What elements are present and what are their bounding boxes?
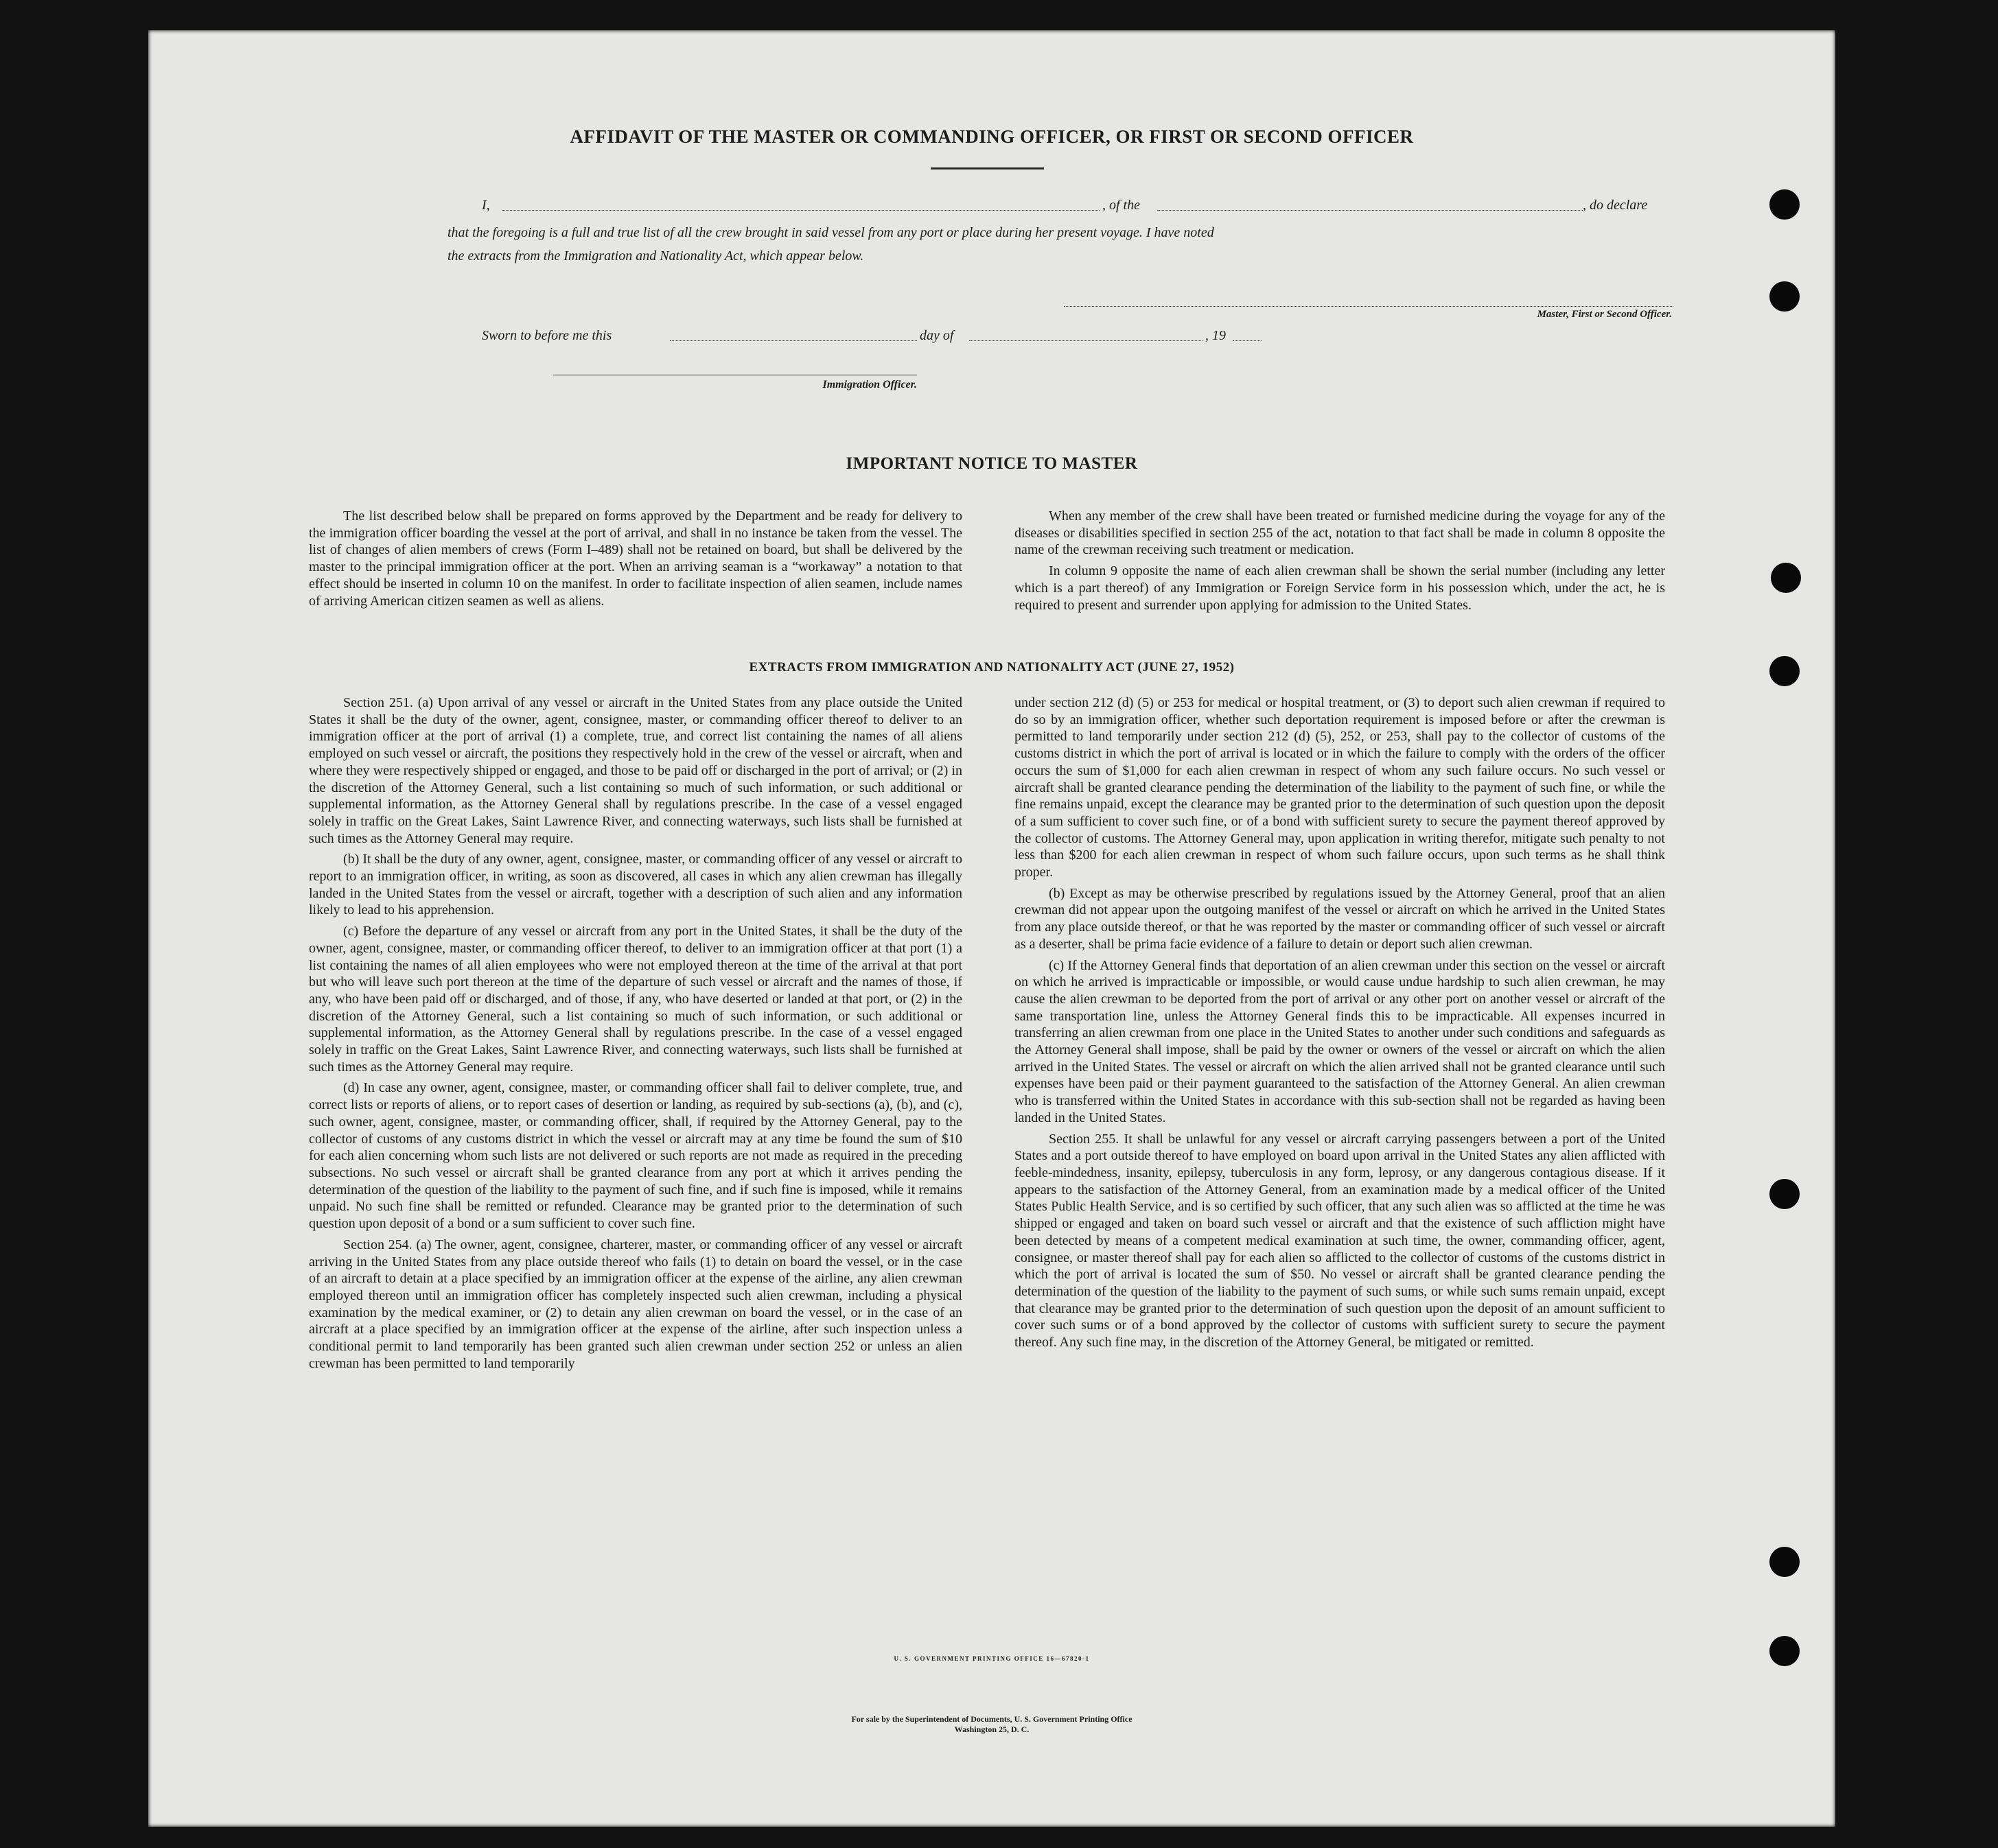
notice-right-paragraph-1: When any member of the crew shall have been treated or furnished medicine during the voyage for any of the diseases or disabilities specified in section 255 of the act, notation to that fact shall be made in column 8 opposite the name of the crewman receiving such treatment or medication. <box>1014 508 1665 558</box>
do-declare-label: , do declare <box>1583 198 1648 213</box>
master-signature-field[interactable] <box>1064 306 1673 307</box>
master-signature-label: Master, First or Second Officer. <box>1537 309 1672 320</box>
punch-hole <box>1769 281 1800 312</box>
section-254-a-continued: under section 212 (d) (5) or 253 for medical or hospital treatment, or (3) to deport such alien crewman if required to do so by an immigration officer, whether such deportation requirement is imposed before or after the crewman is permitted to land temporarily under section 212 (d) (5), 252, or 253, shall pay to the collector of customs of the customs district in which the port of arrival is located or in which the failure to comply with the orders of the officer occurs the sum of $1,000 for each alien crewman in respect of whom any such failure occurs. No such vessel or aircraft shall be granted clearance pending the determination of the liability to the payment of such fine, or while the fine remains unpaid, except the clearance may be granted prior to the determination of such question upon the deposit of a sum sufficient to cover such fine, or of a bond with sufficient surety to secure the payment thereof approved by the collector of customs. The Attorney General may, upon application in writing therefor, mitigate such penalty to not less than $200 for each alien crewman in respect of whom such failure occurs, upon such terms as he shall think proper. <box>1014 695 1665 880</box>
punch-hole <box>1771 563 1801 593</box>
punch-hole <box>1769 189 1800 220</box>
notice-right-paragraph-2: In column 9 opposite the name of each alien crewman shall be shown the serial number (including any letter which is a part thereof) of any Immigration or Foreign Service form in his possession which, under the act, he is required to present and surrender upon applying for admission to the United States. <box>1014 563 1665 613</box>
punch-hole <box>1769 1179 1800 1209</box>
notice-title: IMPORTANT NOTICE TO MASTER <box>846 454 1138 473</box>
section-251-b: (b) It shall be the duty of any owner, agent, consignee, master, or commanding officer of any vessel or aircraft to report to an immigration officer, in writing, as soon as discovered, all cases in which any alien crewman has illegally landed in the United States from the vessel or aircraft, together with a description of such alien and any information likely to lead to his apprehension. <box>309 852 962 918</box>
day-of-label: day of <box>920 328 954 343</box>
year-field[interactable] <box>1233 340 1262 341</box>
sales-footer-line-1: For sale by the Superintendent of Documents, U. S. Government Printing Office <box>851 1714 1132 1724</box>
section-255: Section 255. It shall be unlawful for any vessel or aircraft carrying passengers between a port of the United States and a port outside thereof to have employed on board upon arrival in the United States any alien afflicted with feeble-mindedness, insanity, epilepsy, tuberculosis in any form, leprosy, or any dangerous contagious disease. If it appears to the satisfaction of the Attorney General, from an examination made by a medical officer of the United States Public Health Service, and is so certified by such officer, that any such alien was so afflicted at the time he was shipped or engaged and taken on board such vessel or aircraft and that the existence of such affliction might have been detected by means of a competent medical examination at such time, the owner, commanding officer, agent, consignee, or master thereof shall pay for each alien so afflicted to the collector of customs of the customs district in which the port of arrival is located the sum of $50. No vessel or aircraft shall be granted clearance pending the determination of the question of the liability to the payment of such sums, or while such sums remain unpaid, except that clearance may be granted prior to the determination of such question upon the deposit of an amount sufficient to cover such sums or of a bond approved by the collector of customs with sufficient surety to secure the payment thereof. Any such fine may, in the discretion of the Attorney General, be mitigated or remitted. <box>1014 1131 1665 1350</box>
statement-line-1: that the foregoing is a full and true list of all the crew brought in said vessel from any port or place during her present voyage. I have noted <box>448 225 1214 240</box>
section-251-d: (d) In case any owner, agent, consignee, master, or commanding officer shall fail to deliver complete, true, and correct lists or reports of aliens, or to report cases of desertion or landing, as required by sub-sections (a), (b), and (c), such owner, agent, consignee, master, or commanding officer, shall, if required by the Attorney General, pay to the collector of customs of any customs district in which the vessel or aircraft may at any time be found the sum of $10 for each alien concerning whom such lists are not delivered or such reports are not made as required in the preceding subsections. No such vessel or aircraft shall be granted clearance from any port at which it arrives pending the determination of the question of the liability to the payment of such fine, and if such fine is imposed, while it remains unpaid. No such fine shall be remitted or refunded. Clearance may be granted prior to the determination of such question upon deposit of a bond or a sum sufficient to cover such fine. <box>309 1080 962 1232</box>
statement-line-2: the extracts from the Immigration and Nationality Act, which appear below. <box>448 248 864 264</box>
notice-left-paragraph: The list described below shall be prepared on forms approved by the Department and be ready for delivery to the immigration officer boarding the vessel at the port of arrival, and shall in no instance be taken from the vessel. The list of changes of alien members of crews (Form I–489) shall not be retained on board, but shall be delivered by the master to the principal immigration officer at the port. When an arriving seaman is a “workaway” a notation to that effect should be inserted in column 10 on the manifest. In order to facilitate inspection of alien seamen, include names of arriving American citizen seamen as well as aliens. <box>309 508 962 609</box>
section-251-a: Section 251. (a) Upon arrival of any vessel or aircraft in the United States from any place outside the United States it shall be the duty of the owner, agent, consignee, master, or commanding officer thereof to deliver to an immigration officer at the port of arrival (1) a complete, true, and correct list containing the names of all aliens employed on such vessel or aircraft, the positions they respectively hold in the crew of the vessel or aircraft, when and where they were respectively shipped or engaged, and those to be paid off or discharged in the port of arrival; or (2) in the discretion of the Attorney General, such a list containing so much of such information, or such additional or supplemental information, as the Attorney General shall by regulations prescribe. In the case of a vessel engaged solely in traffic on the Great Lakes, Saint Lawrence River, and connecting waterways, such lists shall be furnished at such times as the Attorney General may require. <box>309 695 962 846</box>
name-field[interactable] <box>502 210 1100 211</box>
sales-footer-line-2: Washington 25, D. C. <box>954 1724 1030 1734</box>
year-label: , 19 <box>1205 328 1226 343</box>
title-rule <box>931 167 1044 169</box>
sales-footer <box>148 1714 1835 1735</box>
of-the-label: , of the <box>1102 198 1140 213</box>
i-label: I, <box>482 198 490 213</box>
section-251-c: (c) Before the departure of any vessel or aircraft from any port in the United States, it shall be the duty of the owner, agent, consignee, master, or commanding officer thereof, to deliver to an immigration officer at that port (1) a list containing the names of all alien employees who were not employed thereon at the time of the arrival at that port but who will leave such port thereon at the time of the departure of such vessel or aircraft and the names of those, if any, who have been paid off or discharged, and of those, if any, who have deserted or landed at that port, or (2) in the discretion of the Attorney General, such a list containing so much of such information, or such additional or supplemental information, as the Attorney General shall by regulations prescribe. In the case of a vessel engaged solely in traffic on the Great Lakes, Saint Lawrence River, and connecting waterways, such lists shall be furnished at such times as the Attorney General may require. <box>309 924 962 1075</box>
sworn-date-field[interactable] <box>670 340 917 341</box>
month-field[interactable] <box>969 340 1203 341</box>
punch-hole <box>1769 1547 1800 1577</box>
section-254-a: Section 254. (a) The owner, agent, consignee, charterer, master, or commanding officer of any vessel or aircraft arriving in the United States from any place outside thereof who fails (1) to detain on board the vessel, or in the case of an aircraft to detain at a place specified by an immigration officer at the expense of the airline, any alien crewman employed thereon until an immigration officer has completely inspected such alien crewman, including a physical examination by the medical examiner, or (2) to detain any alien crewman on board the vessel, or in the case of an aircraft at a place specified by an immigration officer at the expense of the airline, after such inspection unless a conditional permit to land temporarily has been granted such alien crewman under section 252 or unless an alien crewman has been permitted to land temporarily <box>309 1237 962 1371</box>
punch-hole <box>1769 656 1800 686</box>
extracts-right-column <box>1014 694 1665 1355</box>
punch-hole <box>1769 1636 1800 1666</box>
printing-office-imprint: U. S. GOVERNMENT PRINTING OFFICE 16—67820-1 <box>894 1655 1090 1662</box>
section-254-c: (c) If the Attorney General finds that deportation of an alien crewman under this section on the vessel or aircraft on which he arrived is impracticable or impossible, or would cause undue hardship to such alien crewman, he may cause the alien crewman to be deported from the port of arrival or any other port on another vessel or aircraft of the same transportation line, unless the Attorney General finds this to be impracticable. All expenses incurred in transferring an alien crewman from one place in the United States to another under such conditions and safeguards as the Attorney General shall impose, shall be paid by the owner or owners of the vessel or aircraft on which the alien arrived in the United States. The vessel or aircraft on which the alien arrived shall not be granted clearance until such expenses have been paid or their payment guaranteed to the satisfaction of the Attorney General. An alien crewman who is transferred within the United States in accordance with this sub-section shall not be regarded as having been landed in the United States. <box>1014 957 1665 1125</box>
notice-left-column <box>309 508 962 613</box>
notice-right-column <box>1014 508 1665 618</box>
section-254-b: (b) Except as may be otherwise prescribed by regulations issued by the Attorney General, proof that an alien crewman did not appear upon the outgoing manifest of the vessel or aircraft on which he arrived in the United States from any place outside thereof, or that he was reported by the master or commanding officer of such vessel or aircraft as a deserter, shall be prima facie evidence of a failure to detain or deport such alien crewman. <box>1014 885 1665 952</box>
extracts-left-column <box>309 694 962 1376</box>
form-page <box>148 30 1835 1827</box>
vessel-field[interactable] <box>1157 210 1583 211</box>
sworn-label: Sworn to before me this <box>482 328 612 343</box>
officer-signature-label: Immigration Officer. <box>822 379 917 390</box>
extracts-title: EXTRACTS FROM IMMIGRATION AND NATIONALITY ACT (JUNE 27, 1952) <box>749 660 1235 675</box>
affidavit-title: AFFIDAVIT OF THE MASTER OR COMMANDING OFFICER, OR FIRST OR SECOND OFFICER <box>570 126 1414 147</box>
